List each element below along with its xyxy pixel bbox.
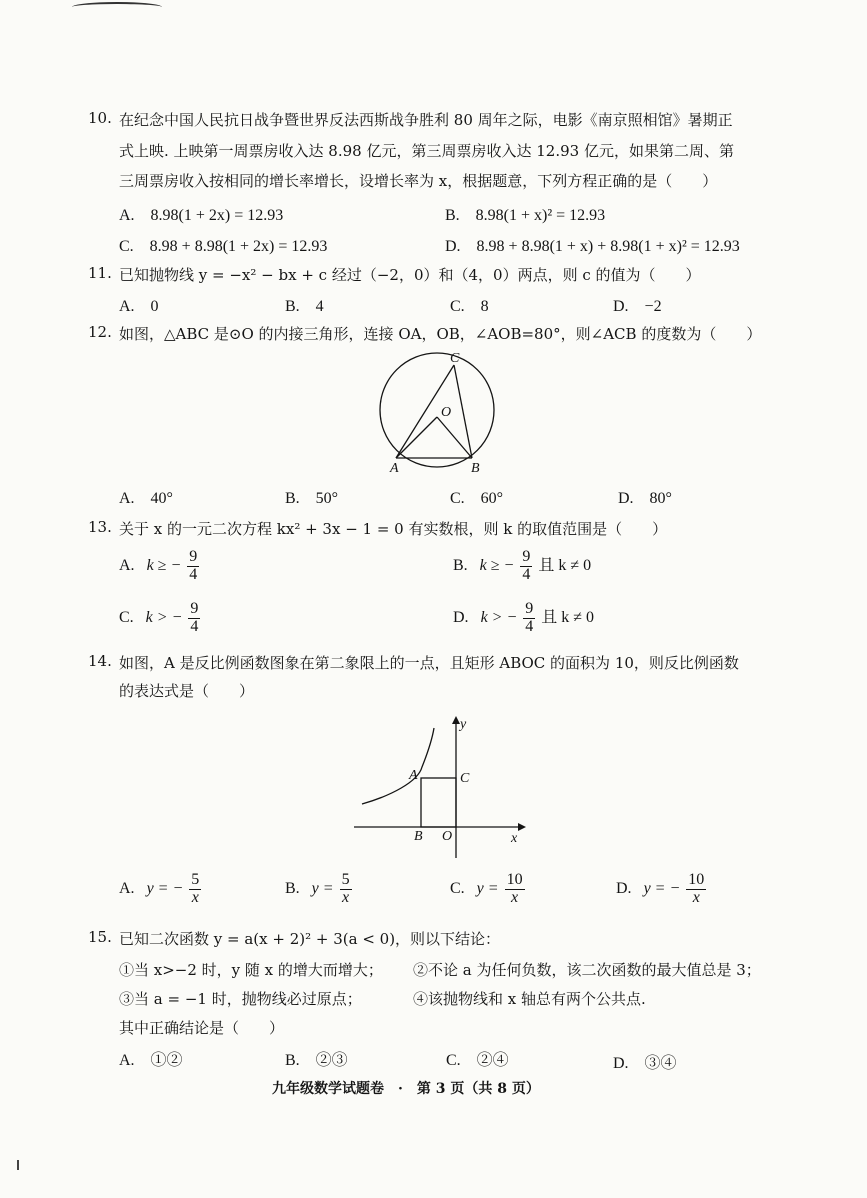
q11-option-d: D. −2 (613, 298, 662, 315)
fraction-denominator: x (511, 888, 519, 906)
label-b: B (414, 829, 423, 844)
fraction (686, 872, 706, 907)
q15-conclusion-3: ③当 a = −1 时，抛物线必过原点； (119, 990, 362, 1008)
fraction-denominator: 4 (525, 617, 534, 635)
q14-option-d (616, 872, 708, 907)
fraction (523, 601, 535, 636)
q12-option-b: B. 50° (285, 490, 339, 507)
fraction-denominator: 4 (189, 565, 198, 583)
rectangle-aboc (421, 778, 456, 827)
fraction (187, 549, 199, 584)
fraction-numerator: 10 (506, 871, 523, 888)
q13-option-a-label: A. (119, 556, 135, 574)
q13-stem: 关于 x 的一元二次方程 kx² + 3x − 1 = 0 有实数根，则 k 的取值范围是（ ） (119, 520, 668, 538)
q15-option-c: C. ②④ (446, 1052, 509, 1069)
fraction-denominator: 4 (522, 565, 531, 583)
q13-option-b (453, 549, 591, 584)
fraction (505, 872, 525, 907)
fraction-denominator: 4 (190, 617, 199, 635)
q14-option-b-label: B. (285, 879, 300, 897)
q14-graph-figure (350, 712, 530, 862)
label-b: B (471, 461, 480, 476)
q14-option-c (450, 872, 527, 907)
q13-option-d-condition: 且 k ≠ 0 (541, 608, 595, 626)
hyperbola-curve (362, 728, 434, 804)
q13-option-c (119, 601, 202, 636)
q10-option-c: C. 8.98 + 8.98(1 + 2x) = 12.93 (119, 238, 328, 255)
q10-option-b: B. 8.98(1 + x)² = 12.93 (445, 207, 606, 224)
q15-conclusion-2: ②不论 a 为任何负数，该二次函数的最大值总是 3； (413, 961, 761, 979)
fraction-denominator: x (191, 888, 199, 906)
q13-option-b-condition: 且 k ≠ 0 (538, 556, 592, 574)
q14-option-c-label: C. (450, 879, 465, 897)
label-a: A (409, 768, 418, 783)
q12-circle-figure (370, 348, 506, 478)
q14-option-b (285, 872, 354, 907)
q14-option-a-label: A. (119, 879, 135, 897)
q15-option-b: B. ②③ (285, 1052, 348, 1069)
q11-option-c: C. 8 (450, 298, 489, 315)
x-axis-arrow-icon (518, 823, 526, 831)
circle-o (380, 353, 494, 467)
scan-artifact (72, 2, 162, 12)
fraction-numerator: 9 (189, 548, 198, 565)
page-footer: 九年级数学试题卷 · 第 3 页（共 8 页） (272, 1081, 540, 1097)
label-x: x (511, 831, 518, 846)
q13-option-d-label: D. (453, 608, 469, 626)
q15-conclusion-1: ①当 x>−2 时，y 随 x 的增大而增大； (119, 961, 383, 979)
q11-number: 11. (88, 264, 112, 282)
label-a: A (390, 461, 399, 476)
fraction-denominator: x (342, 888, 350, 906)
q12-option-a: A. 40° (119, 490, 173, 507)
label-o: O (442, 829, 453, 844)
q14-number: 14. (88, 652, 112, 670)
q13-option-d (453, 601, 594, 636)
fraction-numerator: 9 (525, 600, 534, 617)
q12-option-d: D. 80° (618, 490, 672, 507)
q13-option-c-label: C. (119, 608, 134, 626)
segment-oa (396, 417, 437, 458)
fraction-numerator: 9 (522, 548, 531, 565)
q10-stem-line1: 在纪念中国人民抗日战争暨世界反法西斯战争胜利 80 周年之际，电影《南京照相馆》暑期正 (119, 111, 733, 129)
fraction (520, 549, 532, 584)
q10-stem-line3: 三周票房收入按相同的增长率增长，设增长率为 x，根据题意，下列方程正确的是（ ） (119, 172, 718, 190)
label-o: O (441, 405, 452, 420)
fraction-numerator: 5 (341, 871, 350, 888)
label-y: y (460, 717, 467, 732)
fraction-denominator: x (692, 888, 700, 906)
fraction-numerator: 10 (688, 871, 705, 888)
q13-number: 13. (88, 518, 112, 536)
q15-number: 15. (88, 928, 112, 946)
q14-option-c-text: y = (476, 879, 499, 897)
fraction (189, 872, 201, 907)
fraction-numerator: 5 (191, 871, 200, 888)
q14-stem-line2: 的表达式是（ ） (119, 682, 255, 700)
q12-option-c: C. 60° (450, 490, 504, 507)
q13-option-a (119, 549, 201, 584)
q15-stem: 已知二次函数 y = a(x + 2)² + 3(a < 0)，则以下结论： (119, 930, 501, 948)
q11-option-a: A. 0 (119, 298, 159, 315)
label-c: C (460, 771, 470, 786)
q14-option-b-text: y = (311, 879, 334, 897)
q13-option-c-text: k > − (145, 608, 183, 626)
fraction (340, 872, 352, 907)
q13-option-d-text: k > − (480, 608, 518, 626)
fraction-numerator: 9 (190, 600, 199, 617)
q14-option-d-label: D. (616, 879, 632, 897)
q11-option-b: B. 4 (285, 298, 324, 315)
y-axis-arrow-icon (452, 716, 460, 724)
q10-number: 10. (88, 109, 112, 127)
q11-stem: 已知抛物线 y = −x² − bx + c 经过（−2，0）和（4，0）两点，则 c 的值为（ ） (119, 266, 701, 284)
q10-option-d: D. 8.98 + 8.98(1 + x) + 8.98(1 + x)² = 12.93 (445, 238, 740, 255)
q15-question: 其中正确结论是（ ） (119, 1019, 285, 1037)
q12-number: 12. (88, 323, 112, 341)
q10-option-a: A. 8.98(1 + 2x) = 12.93 (119, 207, 284, 224)
fraction (188, 601, 200, 636)
q14-stem-line1: 如图，A 是反比例函数图象在第二象限上的一点，且矩形 ABOC 的面积为 10，则反比例函数 (119, 654, 739, 672)
q13-option-a-text: k ≥ − (146, 556, 182, 574)
q14-option-a-text: y = − (146, 879, 184, 897)
q14-option-d-text: y = − (643, 879, 681, 897)
margin-mark (17, 1160, 19, 1170)
side-bc (454, 365, 472, 458)
q12-stem: 如图，△ABC 是⊙O 的内接三角形，连接 OA，OB，∠AOB=80°，则∠ACB 的度数为（ ） (119, 325, 762, 343)
q13-option-b-text: k ≥ − (479, 556, 515, 574)
q15-option-d: D. ③④ (613, 1055, 677, 1072)
q10-stem-line2: 式上映. 上映第一周票房收入达 8.98 亿元，第三周票房收入达 12.93 亿元，如果第二周、第 (119, 142, 734, 160)
q14-option-a (119, 872, 203, 907)
q13-option-b-label: B. (453, 556, 468, 574)
q15-option-a: A. ①② (119, 1052, 183, 1069)
segment-ob (437, 417, 472, 458)
q15-conclusion-4: ④该抛物线和 x 轴总有两个公共点. (413, 990, 646, 1008)
label-c: C (450, 351, 460, 366)
